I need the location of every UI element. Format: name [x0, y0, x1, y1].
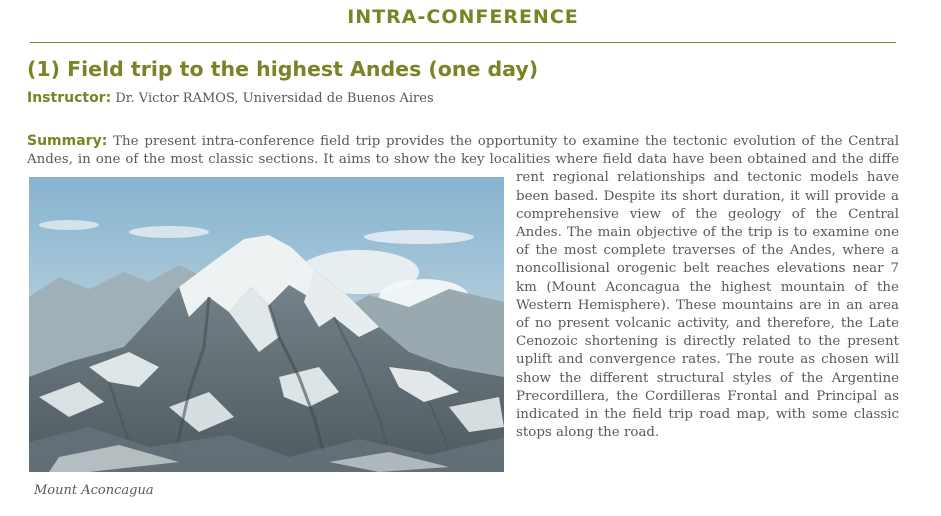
instructor-label: Instructor:: [27, 90, 112, 106]
photo-caption: Mount Aconcagua: [34, 483, 154, 498]
summary-text-rest: rent regional relationships and tectonic models have been based. Despite its short duration, it will provide a comprehensive view of the geology of the Central Andes. The main objective of the trip is to examine one of the most complete traverses of the Andes, where a noncollisional orogenic belt reaches elevations near 7 km (Mount Aconcagua the highest mountain of the Western Hemisphere). These mountains are in an area of no present volcanic activity, and therefore, the Late Cenozoic shortening is directly related to the present uplift and convergence rates. The route as chosen will show the different structural styles of the Argentine Precordillera, the Cordilleras Frontal and Principal as indicated in the field trip road map, with some classic stops along the road.: [516, 170, 899, 441]
instructor-line: [27, 90, 434, 106]
instructor-name: Dr. Victor RAMOS, Universidad de Buenos Aires: [115, 91, 434, 106]
section-header: INTRA-CONFERENCE: [347, 6, 579, 28]
summary-text-lead: The present intra-conference field trip provides the opportunity to examine the tectonic evolution of the Central Andes, in one of the most classic sections. It aims to show the key localities where field data have been obtained and the diffe: [27, 134, 899, 168]
header-divider: [30, 42, 896, 43]
summary-label: Summary:: [27, 133, 108, 149]
mountain-photo: [29, 177, 504, 472]
field-trip-title: (1) Field trip to the highest Andes (one day): [27, 57, 539, 81]
summary-paragraph: [27, 132, 899, 472]
